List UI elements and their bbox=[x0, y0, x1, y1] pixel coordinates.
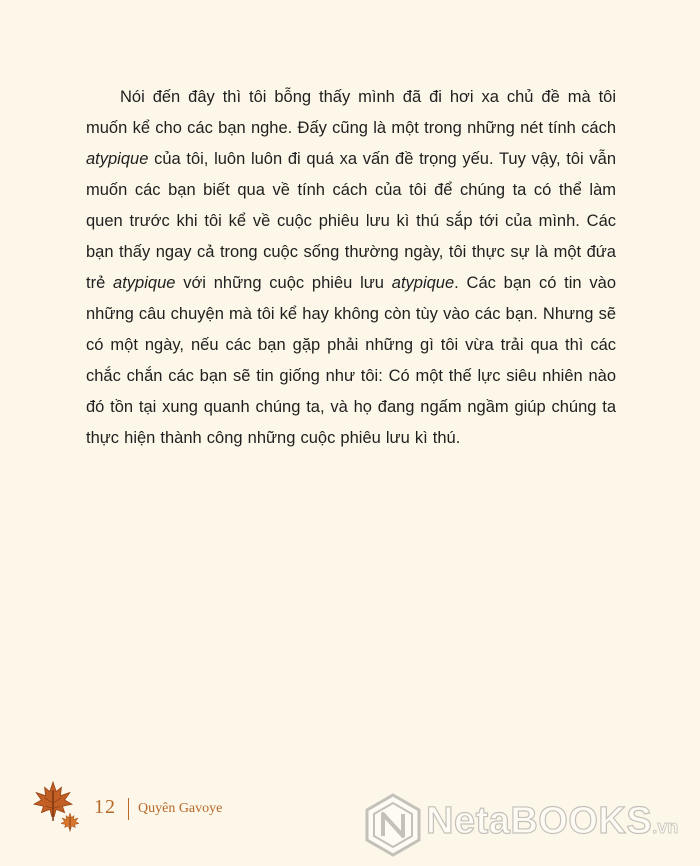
watermark-domain-suffix: .vn bbox=[652, 817, 679, 837]
italic-term: atypique bbox=[391, 274, 455, 292]
page-footer bbox=[30, 780, 350, 840]
italic-term: atypique bbox=[86, 150, 149, 168]
watermark-brand-name: NetaBOOKS bbox=[426, 800, 653, 842]
maple-leaf-icon bbox=[60, 812, 80, 832]
paragraph-text-1: Nói đến đây thì tôi bỗng thấy mình đã đi hơi xa chủ đề mà tôi muốn kể cho các bạn nghe. Đấy cũng là một trong những nét tính cách bbox=[86, 88, 616, 137]
paragraph-text-4: . Các bạn có tin vào những câu chuyện mà tôi kể hay không còn tùy vào các bạn. Nhưng sẽ có một ngày, nếu các bạn gặp phải những gì tôi vừa trải qua thì các chắc chắn các bạn sẽ tin giống như tôi: Có một thế lực siêu nhiên nào đó tồn tại xung quanh chúng ta, và họ đang ngấm ngầm giúp chúng ta thực hiện thành công những cuộc phiêu lưu kì thú. bbox=[86, 274, 616, 447]
author-name: Quyên Gavoye bbox=[138, 801, 223, 816]
paragraph-text-2: của tôi, luôn luôn đi quá xa vấn đề trọng yếu. Tuy vậy, tôi vẫn muốn các bạn biết qua về tính cách của tôi để chúng ta có thể làm quen trước khi tôi kể về cuộc phiêu lưu kì thú sắp tới của mình. Các bạn thấy ngay cả trong cuộc sống thường ngày, tôi thực sự là một đứa trẻ bbox=[86, 150, 616, 292]
page-number: 12 bbox=[94, 796, 116, 818]
footer-divider bbox=[128, 798, 129, 820]
netabooks-logo-icon bbox=[362, 792, 424, 858]
watermark-brand bbox=[426, 800, 678, 843]
paragraph-text-3: với những cuộc phiêu lưu bbox=[175, 274, 392, 292]
watermark bbox=[362, 792, 692, 858]
italic-term: atypique bbox=[113, 274, 176, 292]
body-paragraph bbox=[86, 82, 616, 454]
page-body bbox=[86, 82, 616, 454]
